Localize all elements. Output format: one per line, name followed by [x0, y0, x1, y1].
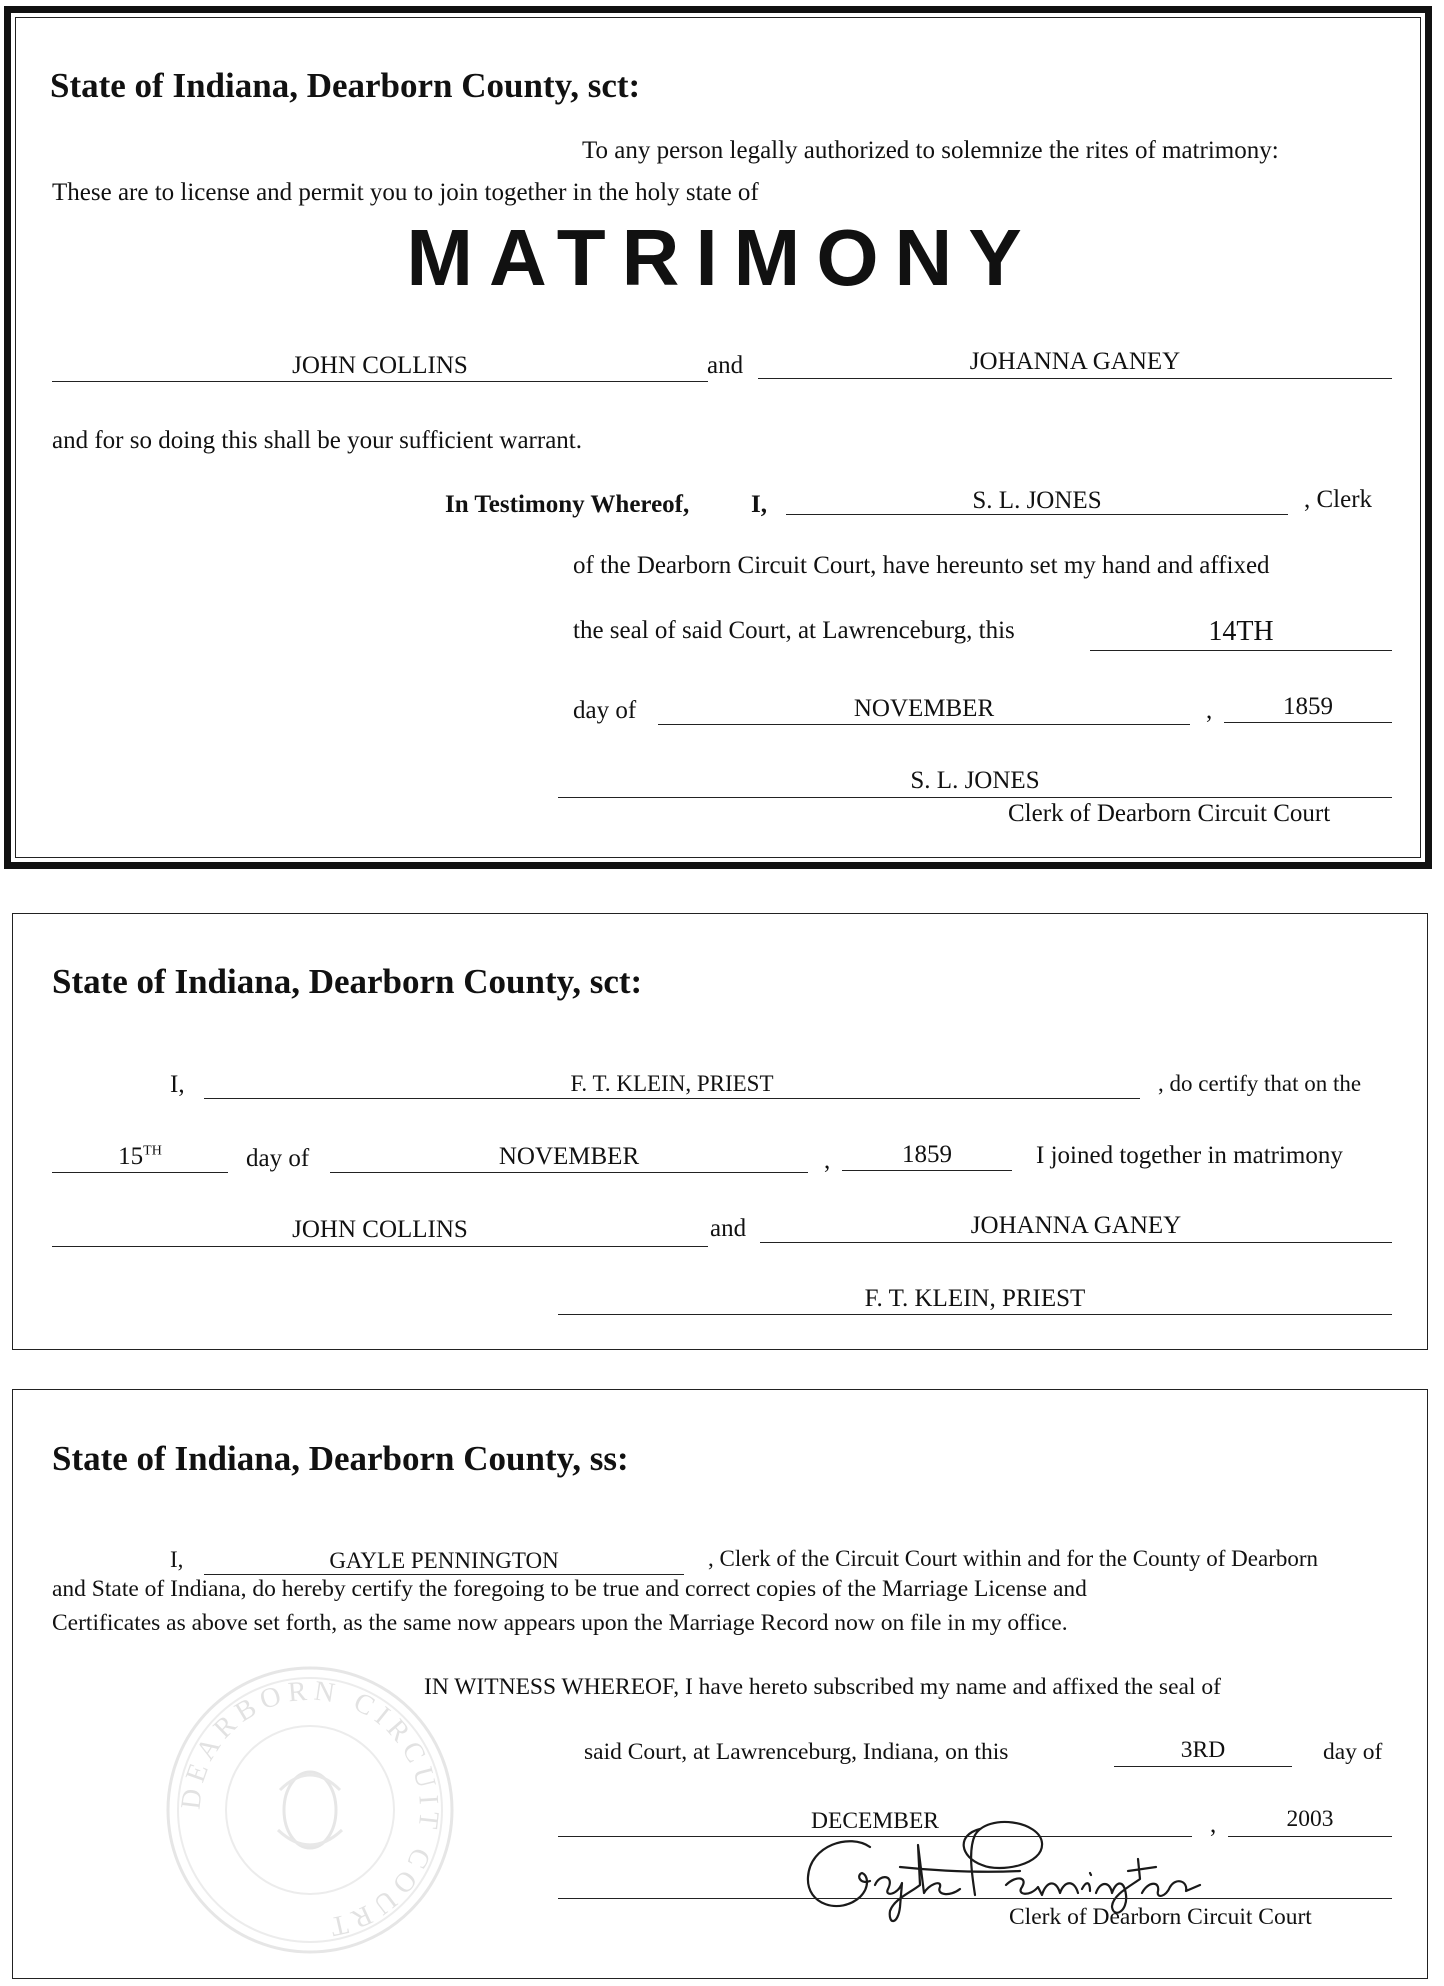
license-address-line: To any person legally authorized to solemnize the rites of matrimony: [582, 137, 1279, 164]
clerk-suffix: , Clerk [1304, 486, 1373, 513]
certificate-day-number: 15 [118, 1143, 144, 1170]
witness-line: IN WITNESS WHEREOF, I have hereto subscribed my name and affixed the seal of [424, 1674, 1221, 1700]
license-permit-line: These are to license and permit you to join together in the holy state of [52, 179, 759, 206]
attestation-clerk-text: , Clerk of the Circuit Court within and for the County of Dearborn [708, 1546, 1319, 1571]
day-line [1090, 650, 1392, 651]
groom-line [52, 381, 708, 382]
seal-line: the seal of said Court, at Lawrenceburg, this [573, 617, 1015, 644]
certificate-day-of: day of [246, 1145, 310, 1172]
testimony-label: In Testimony Whereof, [445, 491, 690, 518]
license-month: NOVEMBER [853, 695, 995, 722]
year-line [1224, 722, 1392, 723]
attestation-signature-line [558, 1898, 1392, 1899]
attestation-clerk-line [204, 1574, 684, 1575]
officiant-line [204, 1098, 1140, 1099]
attestation-day-of: day of [1323, 1739, 1383, 1765]
certificate-groom-line [52, 1246, 708, 1247]
certificate-year: 1859 [902, 1141, 952, 1168]
license-comma: , [1206, 697, 1213, 724]
certificate-and: and [710, 1215, 747, 1242]
license-heading: State of Indiana, Dearborn County, sct: [50, 66, 641, 105]
court-line: of the Dearborn Circuit Court, have hereunto set my hand and affixed [573, 552, 1270, 579]
certify-text: , do certify that on the [1158, 1071, 1362, 1096]
license-signature-line [558, 797, 1392, 798]
license-signature: S. L. JONES [910, 767, 1040, 794]
license-day: 14TH [1208, 616, 1274, 647]
clerk-name-line [786, 514, 1288, 515]
testimony-i: I, [751, 491, 767, 518]
license-clerk-name: S. L. JONES [972, 487, 1102, 514]
certificate-year-line [842, 1170, 1012, 1171]
license-bride-name: JOHANNA GANEY [969, 348, 1181, 375]
certificate-day [52, 1144, 228, 1169]
attestation-i: I, [170, 1547, 184, 1572]
certificate-signature-line [558, 1314, 1392, 1315]
court-seal-icon [160, 1660, 460, 1965]
certificate-i: I, [170, 1071, 185, 1098]
attestation-comma: , [1210, 1811, 1217, 1838]
certificate-day-suffix: TH [143, 1143, 162, 1159]
attestation-day: 3RD [1180, 1737, 1226, 1763]
month-line [658, 724, 1190, 725]
attestation-body-line3: Certificates as above set forth, as the same now appears upon the Marriage Record now on file in my office. [52, 1610, 1068, 1636]
joined-text: I joined together in matrimony [1036, 1142, 1343, 1169]
certificate-month: NOVEMBER [498, 1143, 640, 1170]
attestation-day-line [1114, 1766, 1292, 1767]
license-day-of: day of [573, 697, 637, 724]
license-groom-name: JOHN COLLINS [292, 352, 468, 379]
certificate-officiant: F. T. KLEIN, PRIEST [570, 1071, 774, 1096]
warrant-line: and for so doing this shall be your sufficient warrant. [52, 427, 582, 454]
license-and: and [707, 352, 744, 379]
attestation-year-line [1228, 1836, 1392, 1837]
attestation-month: DECEMBER [811, 1808, 939, 1834]
attestation-clerk-name: GAYLE PENNINGTON [329, 1548, 559, 1573]
license-clerk-title: Clerk of Dearborn Circuit Court [1008, 800, 1331, 827]
certificate-day-line [52, 1172, 228, 1173]
attestation-court-line: said Court, at Lawrenceburg, Indiana, on this [584, 1739, 1009, 1765]
matrimony-title: MATRIMONY [406, 213, 1038, 302]
attestation-body-line2: and State of Indiana, do hereby certify the foregoing to be true and correct copies of the Marriage License and [52, 1576, 1087, 1602]
attestation-year: 2003 [1286, 1806, 1334, 1832]
certificate-bride-line [760, 1242, 1392, 1243]
certificate-month-line [330, 1172, 808, 1173]
svg-text:DEARBORN CIRCUIT COURT: DEARBORN CIRCUIT COURT [175, 1675, 445, 1944]
attestation-heading: State of Indiana, Dearborn County, ss: [52, 1439, 629, 1478]
certificate-heading: State of Indiana, Dearborn County, sct: [52, 962, 643, 1001]
certificate-signature: F. T. KLEIN, PRIEST [864, 1285, 1086, 1312]
certificate-bride: JOHANNA GANEY [970, 1212, 1182, 1239]
license-year: 1859 [1283, 693, 1333, 720]
attestation-clerk-title: Clerk of Dearborn Circuit Court [1009, 1904, 1312, 1930]
certificate-groom: JOHN COLLINS [292, 1216, 468, 1243]
certificate-comma: , [824, 1147, 831, 1174]
bride-line [758, 378, 1392, 379]
